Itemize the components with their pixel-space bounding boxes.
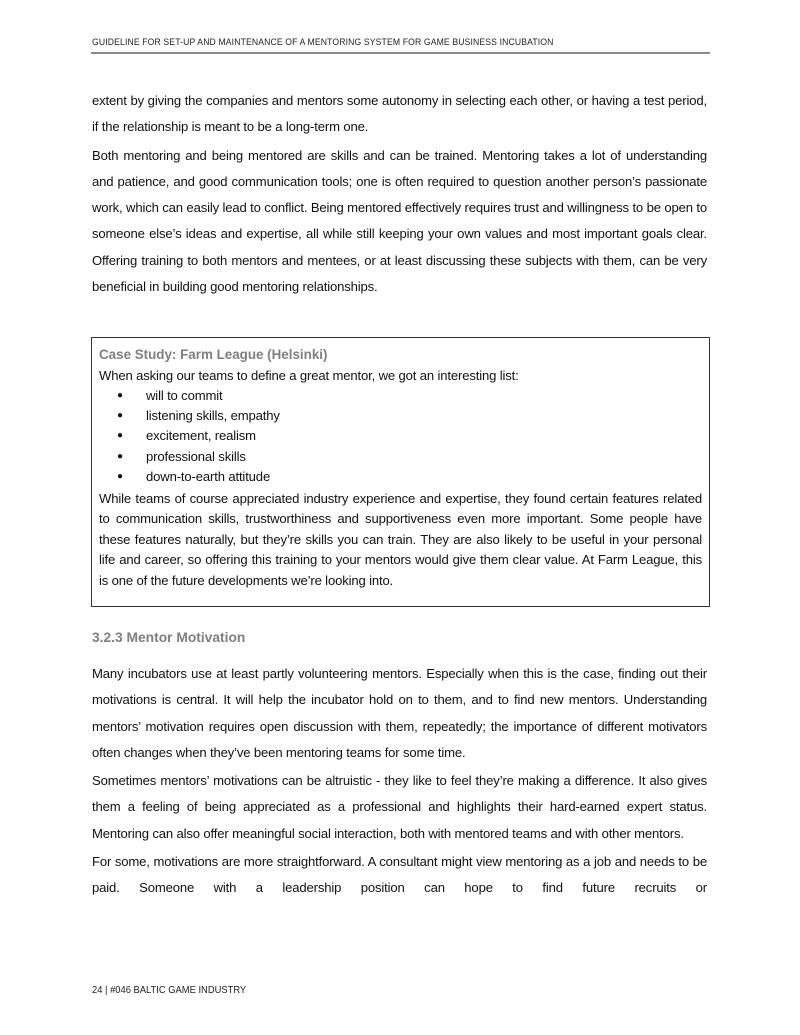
section-heading: 3.2.3 Mentor Motivation bbox=[92, 630, 246, 645]
paragraph: Sometimes mentors’ motivations can be altruistic - they like to feel they’re making a difference. It also gives them a feeling of being appreciated as a professional and highlights their hard-earned expert status. Mentoring can also offer meaningful social interaction, both with mentored teams and with other mentors. bbox=[92, 773, 707, 841]
case-study-list bbox=[99, 386, 702, 487]
bullet-icon: ● bbox=[117, 450, 123, 462]
list-item-text: down-to-earth attitude bbox=[146, 468, 271, 484]
bullet-icon: ● bbox=[117, 470, 123, 482]
paragraph: Both mentoring and being mentored are skills and can be trained. Mentoring takes a lot of understanding and patience, and good communication tools; one is often required to question another person’s passionate work, which can easily lead to conflict. Being mentored effectively requires trust and willingness to be open to someone else’s ideas and expertise, all while still keeping your own values and most important goals clear. Offering training to both mentors and mentees, or at least discussing these subjects with them, can be very beneficial in building good mentoring relationships. bbox=[92, 147, 707, 295]
list-item-text: will to commit bbox=[146, 388, 223, 403]
list-item bbox=[99, 386, 702, 406]
list-item bbox=[99, 467, 702, 487]
paragraph: For some, motivations are more straightforward. A consultant might view mentoring as a job and needs to be paid. Someone with a leadership position can hope to find future recruits or bbox=[92, 854, 707, 896]
list-item-text: excitement, realism bbox=[146, 428, 256, 444]
bullet-icon: ● bbox=[117, 390, 123, 401]
case-study-title: Case Study: Farm League (Helsinki) bbox=[99, 347, 328, 362]
case-study-box bbox=[91, 337, 710, 607]
list-item-text: professional skills bbox=[146, 448, 246, 464]
page-footer: 24 | #046 BALTIC GAME INDUSTRY bbox=[92, 985, 247, 996]
list-item bbox=[99, 447, 702, 467]
bullet-icon: ● bbox=[117, 430, 123, 442]
case-study-body: While teams of course appreciated industry experience and expertise, they found certain features related to communication skills, trustworthiness and supportiveness even more important. Some people have these features naturally, but they’re skills you can train. They are also likely to be useful in your personal life and career, so offering this training to your mentors would give them clear value. At Farm League, this is one of the future developments we’re looking into. bbox=[99, 491, 702, 588]
running-header: GUIDELINE FOR SET-UP AND MAINTENANCE OF A MENTORING SYSTEM FOR GAME BUSINESS INCUBATION bbox=[92, 36, 554, 47]
bullet-icon: ● bbox=[117, 410, 123, 422]
body-text bbox=[92, 88, 707, 300]
list-item bbox=[99, 406, 702, 426]
section-body bbox=[92, 661, 707, 902]
list-item-text: listening skills, empathy bbox=[146, 408, 280, 424]
case-study-intro: When asking our teams to define a great mentor, we got an interesting list: bbox=[99, 368, 519, 383]
paragraph: extent by giving the companies and mentors some autonomy in selecting each other, or having a test period, if the relationship is meant to be a long-term one. bbox=[92, 93, 707, 135]
header-divider bbox=[91, 52, 710, 54]
paragraph: Many incubators use at least partly volunteering mentors. Especially when this is the case, finding out their motivations is central. It will help the incubator hold on to them, and to find new mentors. Understanding mentors’ motivation requires open discussion with them, repeatedly; the importance of different motivators often changes when they’ve been mentoring teams for some time. bbox=[92, 666, 707, 760]
list-item bbox=[99, 426, 702, 446]
